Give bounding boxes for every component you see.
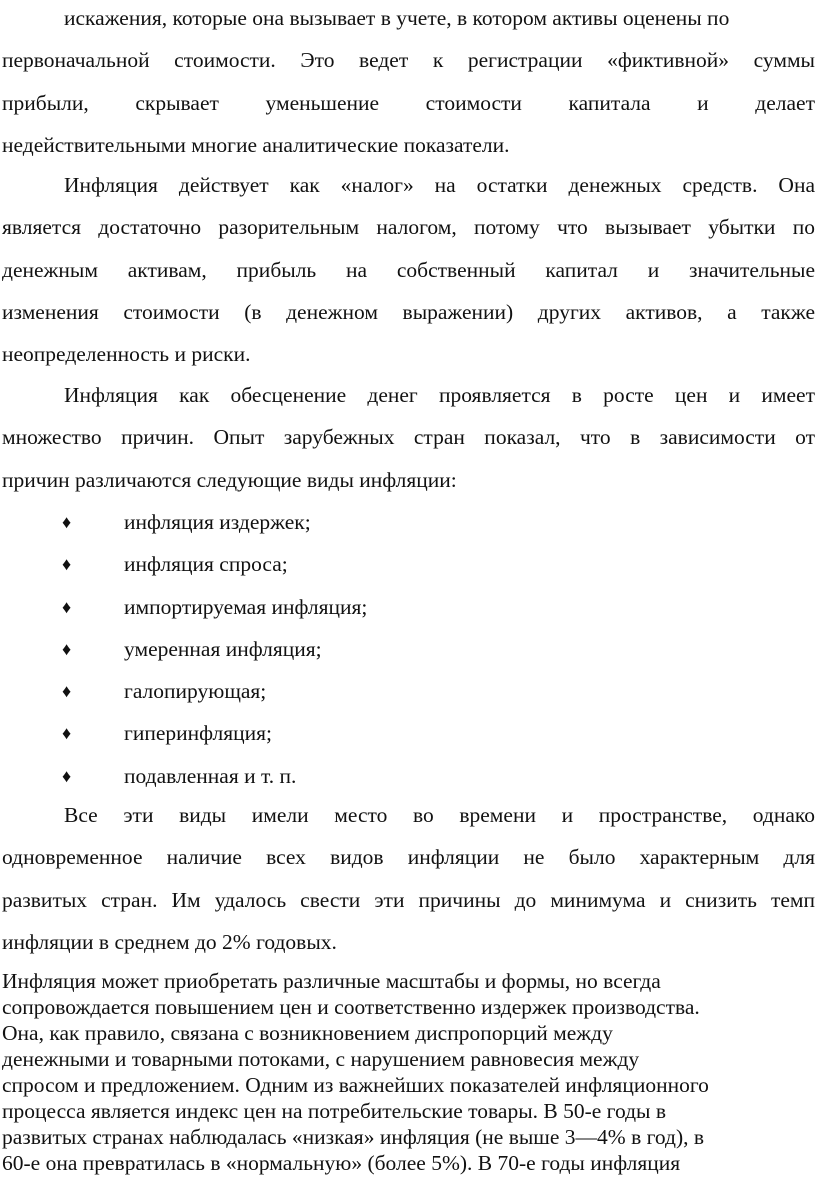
paragraph-3-line-3: причин различаются следующие виды инфляции: [2,467,457,492]
paragraph-1-line-2: первоначальной стоимости. Это ведет к регистрации «фиктивной» суммы [2,48,815,73]
paragraph-4-line-2: одновременное наличие всех видов инфляции не было характерным для [2,845,815,870]
paragraph-3-line-2: множество причин. Опыт зарубежных стран показал, что в зависимости от [2,425,815,450]
paragraph-3 [0,374,816,501]
paragraph-2-line-5: неопределенность и риски. [2,342,251,367]
paragraph-2-line-2: является достаточно разорительным налогом, потому что вызывает убытки по [2,215,815,240]
paragraph-3-line-1: Инфляция как обесценение денег проявляется в росте цен и имеет [64,383,815,407]
list-item-text: гиперинфляция; [124,721,273,746]
list-item [0,501,816,543]
list-item-text: подавленная и т. п. [124,763,297,788]
list-item [0,543,816,585]
paragraph-4-line-3: развитых стран. Им удалось свести эти причины до минимума и снизить темп [2,887,815,912]
paragraph-4-line-1: Все эти виды имели место во времени и пространстве, однако [64,803,815,827]
diamond-bullet-icon: ♦ [62,723,72,744]
paragraph-5-line-2: сопровождается повышением цен и соответственно издержек производства. [2,995,700,1019]
paragraph-1-line-4: недействительными многие аналитические показатели. [2,132,510,157]
paragraph-5-line-1: Инфляция может приобретать различные масштабы и формы, но всегда [2,969,661,993]
diamond-bullet-icon: ♦ [62,765,72,786]
list-item [0,712,816,754]
list-item [0,586,816,628]
paragraph-5 [0,968,816,1176]
list-item [0,628,816,670]
paragraph-5-line-8: 60-е она превратилась в «нормальную» (более 5%). В 70-е годы инфляция [2,1151,681,1175]
inflation-types-list [0,501,816,797]
paragraph-1-line-3: прибыли, скрывает уменьшение стоимости капитала и делает [2,90,815,115]
paragraph-2-line-3: денежным активам, прибыль на собственный капитал и значительные [2,257,815,282]
paragraph-1 [0,0,816,166]
diamond-bullet-icon: ♦ [62,596,72,617]
diamond-bullet-icon: ♦ [62,638,72,659]
diamond-bullet-icon: ♦ [62,681,72,702]
paragraph-2 [0,164,816,375]
list-item-text: галопирующая; [124,679,267,704]
diamond-bullet-icon: ♦ [62,554,72,575]
paragraph-1-line-1: искажения, которые она вызывает в учете, в котором активы оценены по [64,6,730,30]
paragraph-2-line-1: Инфляция действует как «налог» на остатки денежных средств. Она [64,173,815,197]
list-item-text: умеренная инфляция; [124,636,322,661]
paragraph-5-line-6: процесса является индекс цен на потребительские товары. В 50-е годы в [2,1099,667,1123]
list-item-text: импортируемая инфляция; [124,594,368,619]
list-item-text: инфляция издержек; [124,510,311,534]
list-item-text: инфляция спроса; [124,552,288,577]
paragraph-4-line-4: инфляции в среднем до 2% годовых. [2,929,337,954]
paragraph-2-line-4: изменения стоимости (в денежном выражении) других активов, а также [2,299,815,324]
list-item [0,755,816,797]
paragraph-4 [0,794,816,963]
paragraph-5-line-7: развитых странах наблюдалась «низкая» инфляция (не выше 3—4% в год), в [2,1125,705,1149]
list-item [0,670,816,712]
paragraph-5-line-3: Она, как правило, связана с возникновением диспропорций между [2,1021,613,1045]
diamond-bullet-icon: ♦ [62,512,72,532]
paragraph-5-line-4: денежными и товарными потоками, с нарушением равновесия между [2,1047,640,1071]
paragraph-5-line-5: спросом и предложением. Одним из важнейших показателей инфляционного [2,1073,709,1097]
